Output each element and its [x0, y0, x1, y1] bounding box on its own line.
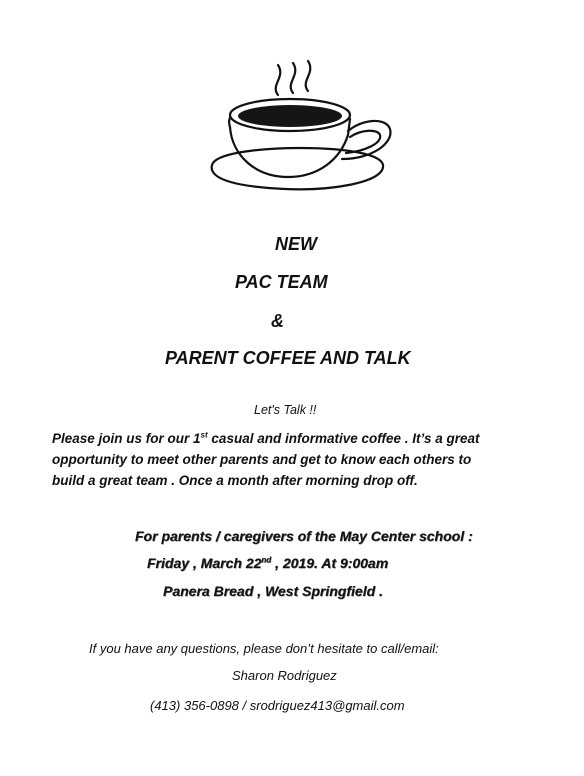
intro-line-2: opportunity to meet other parents and get to know each others to	[52, 452, 472, 467]
location-text: Panera Bread , West Springfield .	[163, 583, 383, 599]
date-sup: nd	[261, 555, 272, 565]
heading-parent-coffee: PARENT COFFEE AND TALK	[165, 348, 411, 368]
date-text	[147, 555, 388, 571]
contact-details: (413) 356-0898 / srodriguez413@gmail.com	[150, 698, 405, 713]
date-part-b: , 2019. At 9:00am	[271, 555, 389, 571]
audience-text: For parents / caregivers of the May Center school :	[135, 528, 473, 544]
intro-line-1-sup: st	[200, 430, 208, 440]
date-part-a: Friday , March 22	[147, 555, 262, 571]
heading-new: NEW	[275, 234, 317, 254]
intro-line-1b: casual and informative coffee . It’s a great	[207, 431, 480, 446]
intro-line-1a: Please join us for our 1	[52, 431, 201, 446]
contact-question: If you have any questions, please don’t hesitate to call/email:	[89, 641, 439, 656]
coffee-cup-icon	[200, 55, 400, 205]
lets-talk-text: Let's Talk !!	[254, 403, 317, 417]
intro-paragraph	[52, 428, 480, 491]
heading-ampersand: &	[271, 311, 284, 331]
heading-pac-team: PAC TEAM	[235, 272, 328, 292]
contact-name: Sharon Rodriguez	[232, 668, 337, 683]
intro-line-1	[52, 428, 480, 449]
intro-line-3: build a great team . Once a month after morning drop off.	[52, 473, 418, 488]
